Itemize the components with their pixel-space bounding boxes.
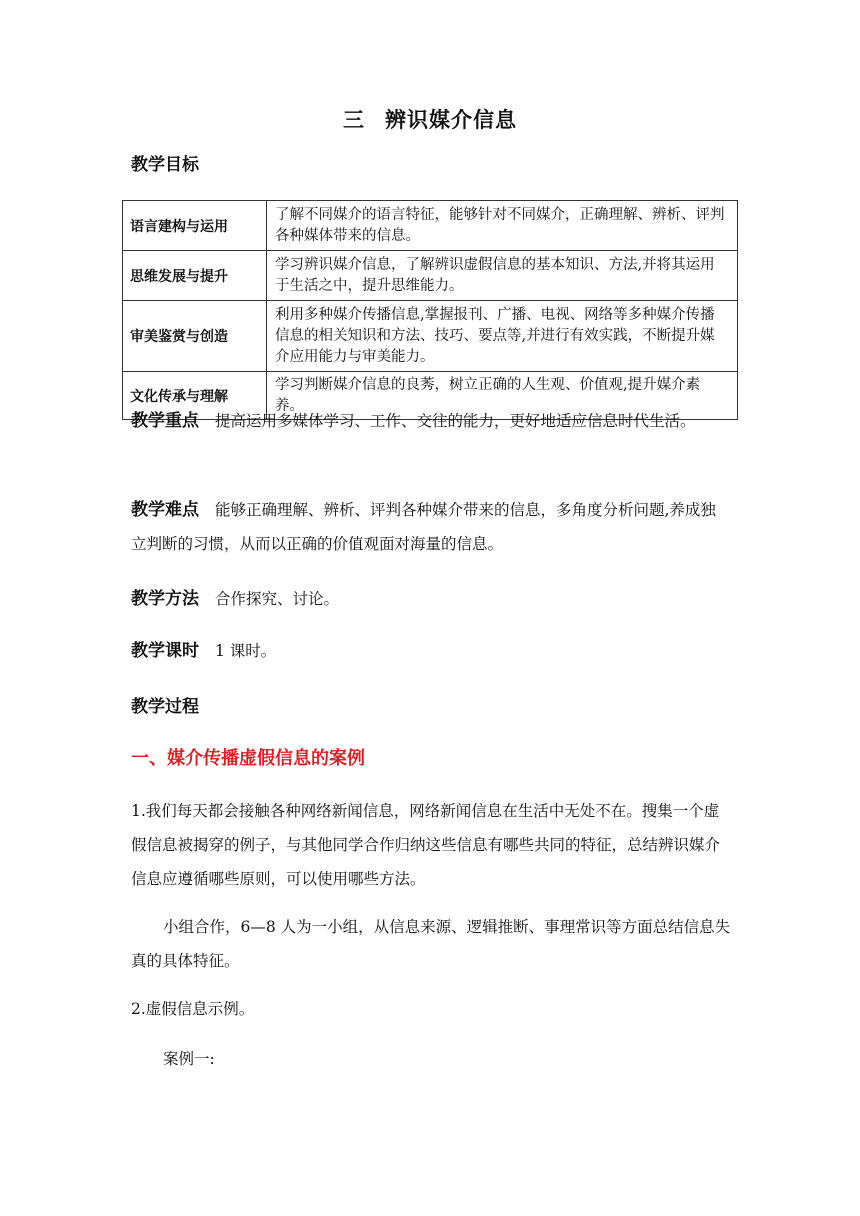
- difficulties-label: 教学难点: [131, 500, 199, 520]
- objective-key: 审美鉴赏与创造: [123, 301, 267, 372]
- section-paragraph-3: 2.虚假信息示例。: [131, 1000, 255, 1018]
- objective-key: 思维发展与提升: [123, 251, 267, 301]
- methods-label: 教学方法: [131, 589, 199, 609]
- objectives-heading: 教学目标: [131, 155, 199, 175]
- page-title: [0, 104, 860, 134]
- key-points-paragraph: [131, 404, 731, 438]
- key-points-text: 提高运用多媒体学习、工作、交往的能力，更好地适应信息时代生活。: [215, 412, 696, 430]
- title-number: 三: [343, 108, 365, 132]
- methods-paragraph: [131, 582, 731, 616]
- objective-value: 利用多种媒介传播信息,掌握报刊、广播、电视、网络等多种媒介传播信息的相关知识和方法、技巧、要点等,并进行有效实践，不断提升媒介应用能力与审美能力。: [267, 301, 738, 372]
- section-paragraph-4: 案例一:: [163, 1050, 215, 1068]
- section-heading: 一、媒介传播虚假信息的案例: [131, 748, 365, 769]
- objective-key: 文化传承与理解: [123, 372, 267, 420]
- process-heading: 教学过程: [131, 697, 199, 717]
- table-row: [123, 201, 738, 251]
- objective-key: 语言建构与运用: [123, 201, 267, 251]
- hours-paragraph: [131, 634, 731, 668]
- section-paragraph-2: 小组合作，6—8 人为一小组，从信息来源、逻辑推断、事理常识等方面总结信息失真的具体特征。: [131, 918, 731, 970]
- difficulties-paragraph: [131, 493, 731, 561]
- table-row: [123, 301, 738, 372]
- objectives-table: [122, 200, 738, 420]
- methods-text: 合作探究、讨论。: [215, 590, 340, 608]
- key-points-label: 教学重点: [131, 411, 199, 431]
- objective-value: 学习判断媒介信息的良莠，树立正确的人生观、价值观,提升媒介素养。: [267, 372, 738, 420]
- hours-text: 1 课时。: [215, 642, 277, 660]
- title-text: 辨识媒介信息: [385, 108, 517, 132]
- objective-value: 了解不同媒介的语言特征，能够针对不同媒介，正确理解、辨析、评判各种媒体带来的信息。: [267, 201, 738, 251]
- table-row: [123, 251, 738, 301]
- hours-label: 教学课时: [131, 641, 199, 661]
- difficulties-text: 能够正确理解、辨析、评判各种媒介带来的信息，多角度分析问题,养成独立判断的习惯，从而以正确的价值观面对海量的信息。: [131, 501, 716, 553]
- objective-value: 学习辨识媒介信息，了解辨识虚假信息的基本知识、方法,并将其运用于生活之中，提升思维能力。: [267, 251, 738, 301]
- section-paragraph-1: 1.我们每天都会接触各种网络新闻信息，网络新闻信息在生活中无处不在。搜集一个虚假信息被揭穿的例子，与其他同学合作归纳这些信息有哪些共同的特征，总结辨识媒介信息应遵循哪些原则，可以使用哪些方法。: [131, 802, 721, 888]
